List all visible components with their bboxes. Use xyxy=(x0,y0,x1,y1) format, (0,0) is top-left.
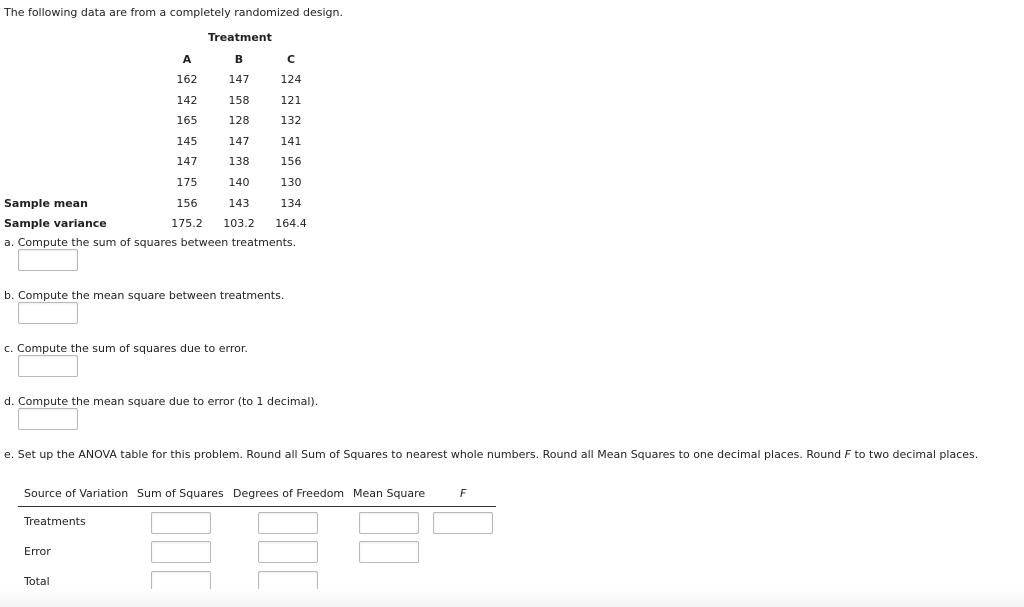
data-cell: 158 xyxy=(228,94,250,107)
answer-input-a[interactable] xyxy=(18,249,78,271)
treatments-f-input[interactable] xyxy=(433,512,493,534)
sample-mean-c: 134 xyxy=(280,197,302,210)
question-e-text-before: e. Set up the ANOVA table for this problem. Round all Sum of Squares to nearest whole numbers. Round all Mean Squares to one decimal places. Round xyxy=(4,448,845,461)
error-mean-square-input[interactable] xyxy=(359,541,419,563)
anova-header-f: F xyxy=(460,487,467,500)
question-b: b. Compute the mean square between treatments. xyxy=(4,289,285,302)
data-cell: 147 xyxy=(228,135,250,148)
data-cell: 132 xyxy=(280,114,302,127)
question-c: c. Compute the sum of squares due to error. xyxy=(4,342,248,355)
data-cell: 138 xyxy=(228,155,250,168)
anova-header-source: Source of Variation xyxy=(24,487,129,500)
intro-text: The following data are from a completely randomized design. xyxy=(4,6,343,19)
sample-variance-a: 175.2 xyxy=(171,217,203,230)
treatment-header: Treatment xyxy=(208,31,272,44)
treatments-degrees-of-freedom-input[interactable] xyxy=(258,512,318,534)
column-header-c: C xyxy=(286,53,296,66)
column-header-b: B xyxy=(234,53,244,66)
answer-input-b[interactable] xyxy=(18,302,78,324)
data-cell: 121 xyxy=(280,94,302,107)
data-cell: 147 xyxy=(228,73,250,86)
anova-header-sum-of-squares: Sum of Squares xyxy=(137,487,224,500)
anova-header-divider xyxy=(18,506,496,507)
data-cell: 130 xyxy=(280,176,302,189)
data-cell: 175 xyxy=(176,176,198,189)
question-e xyxy=(4,448,978,461)
anova-row-error-label: Error xyxy=(24,545,51,558)
question-e-text-after: to two decimal places. xyxy=(850,448,979,461)
data-cell: 162 xyxy=(176,73,198,86)
sample-mean-label: Sample mean xyxy=(4,197,88,210)
anova-row-total-label: Total xyxy=(24,575,50,588)
question-e-f-symbol: F xyxy=(844,448,851,461)
anova-header-mean-square: Mean Square xyxy=(353,487,426,500)
sample-mean-a: 156 xyxy=(176,197,198,210)
data-cell: 128 xyxy=(228,114,250,127)
sample-mean-b: 143 xyxy=(228,197,250,210)
question-a: a. Compute the sum of squares between treatments. xyxy=(4,236,297,249)
data-cell: 140 xyxy=(228,176,250,189)
answer-input-c[interactable] xyxy=(18,355,78,377)
data-cell: 141 xyxy=(280,135,302,148)
error-degrees-of-freedom-input[interactable] xyxy=(258,541,318,563)
treatments-sum-of-squares-input[interactable] xyxy=(151,512,211,534)
data-cell: 147 xyxy=(176,155,198,168)
data-cell: 124 xyxy=(280,73,302,86)
anova-row-treatments-label: Treatments xyxy=(24,515,86,528)
data-cell: 156 xyxy=(280,155,302,168)
bottom-fade xyxy=(0,589,1024,607)
sample-variance-b: 103.2 xyxy=(223,217,255,230)
data-cell: 142 xyxy=(176,94,198,107)
treatments-mean-square-input[interactable] xyxy=(359,512,419,534)
sample-variance-label: Sample variance xyxy=(4,217,107,230)
column-header-a: A xyxy=(182,53,192,66)
error-sum-of-squares-input[interactable] xyxy=(151,541,211,563)
data-cell: 165 xyxy=(176,114,198,127)
data-cell: 145 xyxy=(176,135,198,148)
anova-header-degrees-of-freedom: Degrees of Freedom xyxy=(233,487,345,500)
sample-variance-c: 164.4 xyxy=(275,217,307,230)
answer-input-d[interactable] xyxy=(18,408,78,430)
question-d: d. Compute the mean square due to error (to 1 decimal). xyxy=(4,395,319,408)
